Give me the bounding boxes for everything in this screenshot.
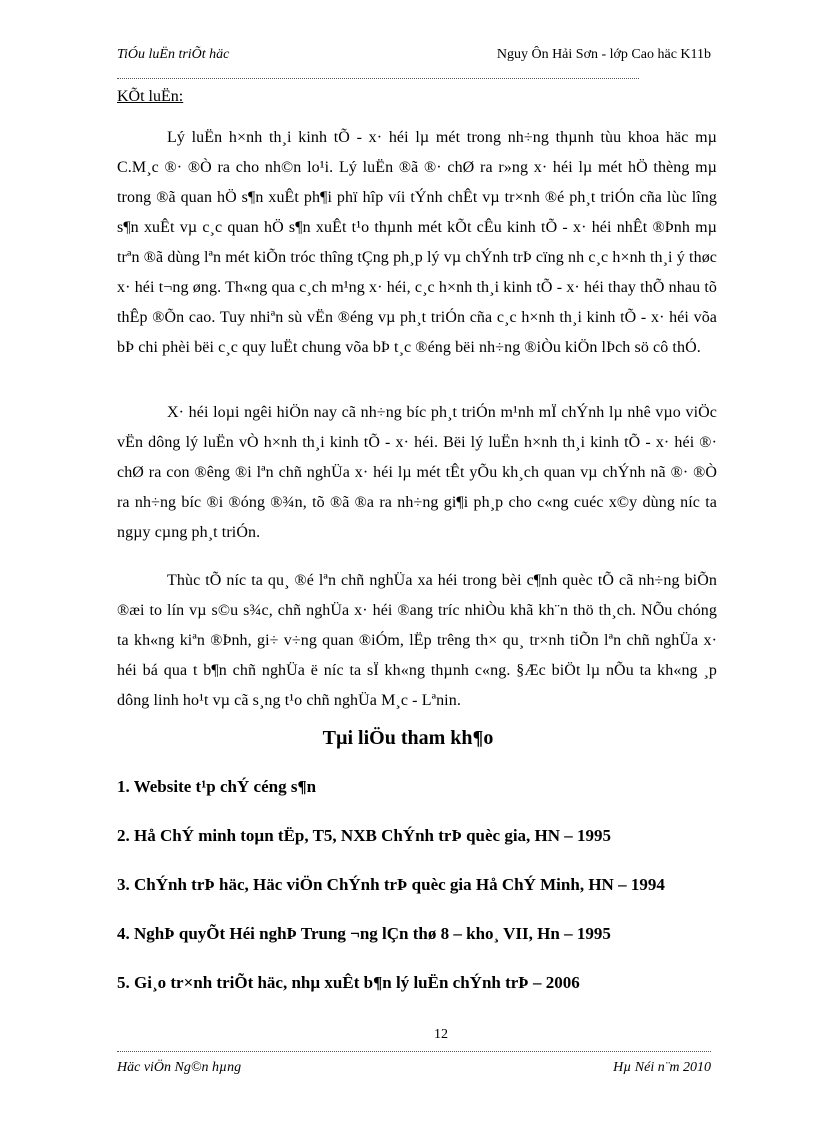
header-author: Nguy Ôn Hải Sơn - lớp Cao häc K11b — [496, 47, 711, 62]
reference-item-1: 1. Website t¹p chÝ céng s¶n — [117, 777, 317, 796]
references-list — [117, 770, 717, 1015]
references-title: Tµi liÖu tham kh¶o — [322, 727, 494, 749]
footer-divider — [117, 1051, 711, 1052]
conclusion-heading: KÕt luËn: — [117, 88, 184, 105]
page-footer — [117, 1060, 711, 1080]
conclusion-paragraph-3: Thùc tÕ níc ta qu¸ ®é lªn chñ nghÜa xa héi trong bèi c¶nh quèc tÕ cã nh÷ng biÕn ®æi to lín vµ s©u s¾c, chñ nghÜa x· héi ®ang tríc nhiÒu khã kh¨n thö th¸ch. NÕu chóng ta kh«ng kiªn ®Þnh, gi÷ v÷ng quan ®iÓm, lËp trêng th× qu¸ tr×nh tiÕn lªn chñ nghÜa x· héi bá qua t b¶n chñ nghÜa ë níc ta sÏ kh«ng thµnh c«ng. §Æc biÖt lµ nÕu ta kh«ng ¸p dông linh ho¹t vµ cã s¸ng t¹o chñ nghÜa M¸c - Lªnin. — [117, 572, 717, 709]
header-document-title: TiÓu luËn triÕt häc — [117, 47, 230, 62]
footer-place-year: Hµ Néi n¨m 2010 — [613, 1060, 711, 1075]
page-header — [117, 47, 711, 67]
reference-item-4: 4. NghÞ quyÕt Héi nghÞ Trung ¬ng lÇn thø 8 – kho¸ VII, Hn – 1995 — [117, 924, 611, 943]
header-divider — [117, 78, 639, 79]
reference-item-5: 5. Gi¸o tr×nh triÕt häc, nhµ xuÊt b¶n lý luËn chÝnh trÞ – 2006 — [117, 973, 580, 992]
conclusion-paragraph-1: Lý luËn h×nh th¸i kinh tÕ - x· héi lµ mét trong nh÷ng thµnh tùu khoa häc mµ C.M¸c ®· ®Ò ra cho nh©n lo¹i. Lý luËn ®ã ®· chØ ra r»ng x· héi lµ mét hÖ thèng mµ trong ®ã quan hÖ s¶n xuÊt ph¶i phï hîp víi tÝnh chÊt vµ tr×nh ®é ph¸t triÓn cña lùc lîng s¶n xuÊt vµ c¸c quan hÖ s¶n xuÊt t¹o thµnh mét kÕt cÊu kinh tÕ - x· héi nhÊt ®Þnh mµ trªn ®ã dùng lªn mét kiÕn tróc thîng tÇng ph¸p lý vµ chÝnh trÞ cïng nh c¸c h×nh th¸i ý thøc x· héi t¬ng øng. Th«ng qua c¸ch m¹ng x· héi, c¸c h×nh th¸i kinh tÕ - x· héi thay thÕ nhau tõ thÊp ®Õn cao. Tuy nhiªn sù vËn ®éng vµ ph¸t triÓn cña c¸c h×nh th¸i kinh tÕ - x· héi võa bÞ chi phèi bëi c¸c quy luËt chung võa bÞ t¸c ®éng bëi nh÷ng ®iÒu kiÖn lÞch sö cô thÓ. — [117, 129, 717, 356]
reference-item-3: 3. ChÝnh trÞ häc, Häc viÖn ChÝnh trÞ quèc gia Hå ChÝ Minh, HN – 1994 — [117, 875, 665, 894]
reference-item-2: 2. Hå ChÝ minh toµn tËp, T5, NXB ChÝnh trÞ quèc gia, HN – 1995 — [117, 826, 612, 845]
footer-institution: Häc viÖn Ng©n hµng — [117, 1060, 242, 1075]
conclusion-paragraph-2: X· héi loµi ngêi hiÖn nay cã nh÷ng bíc ph¸t triÓn m¹nh mÏ chÝnh lµ nhê vµo viÖc vËn dông lý luËn vÒ h×nh th¸i kinh tÕ - x· héi. Bëi lý luËn h×nh th¸i kinh tÕ - x· héi ®· chØ ra con ®êng ®i lªn chñ nghÜa x· héi lµ mét tÊt yÕu kh¸ch quan vµ chÝnh nã ®· ®Ò ra nh÷ng bíc ®i ®óng ®¾n, tõ ®ã ®a ra nh÷ng gi¶i ph¸p cho c«ng cuéc x©y dùng níc ta ngµy cµng ph¸t triÓn. — [117, 404, 717, 541]
page-number: 12 — [434, 1027, 448, 1042]
